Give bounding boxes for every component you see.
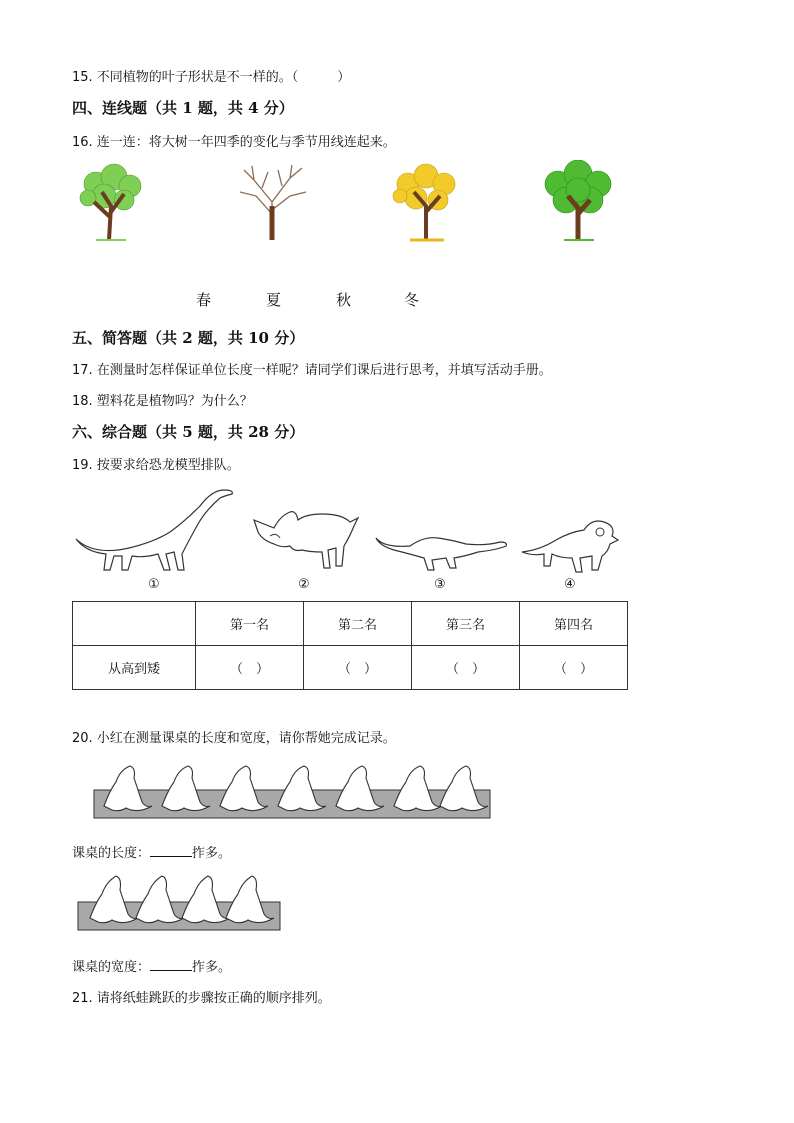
table-row: [73, 602, 628, 646]
season-summer: 夏: [266, 291, 282, 309]
section-6-title: 六、综合题（共 5 题，共 28 分）: [72, 423, 305, 441]
small-triceratops-icon: [520, 516, 620, 574]
ranking-table: [72, 601, 628, 690]
section-5-title: 五、简答题（共 2 题，共 10 分）: [72, 329, 305, 347]
table-header-cell: 第二名: [304, 602, 412, 646]
question-15: 15. 不同植物的叶子形状是不一样的。（ ）: [72, 70, 351, 85]
question-18: 18. 塑料花是植物吗？为什么？: [72, 394, 253, 409]
green-sparse-tree-icon: [74, 162, 146, 242]
desk-length-line: [72, 842, 231, 861]
table-header-cell: 第一名: [196, 602, 304, 646]
desk-width-unit: 拃多。: [192, 960, 232, 975]
triceratops-icon: [250, 506, 362, 574]
dino-label-1: ①: [148, 577, 160, 592]
table-row: [73, 646, 628, 690]
table-row-label: 从高到矮: [73, 646, 196, 690]
answer-cell[interactable]: （ ）: [520, 646, 628, 690]
desk-width-blank[interactable]: [150, 958, 192, 971]
dino-label-4: ④: [564, 577, 576, 592]
answer-cell[interactable]: （ ）: [304, 646, 412, 690]
answer-cell[interactable]: （ ）: [412, 646, 520, 690]
table-header-cell: 第三名: [412, 602, 520, 646]
dino-label-3: ③: [434, 577, 446, 592]
brachiosaurus-icon: [74, 484, 236, 572]
section-4-title: 四、连线题（共 1 题，共 4 分）: [72, 99, 294, 117]
low-long-dinosaur-icon: [374, 524, 510, 572]
bare-tree-icon: [232, 162, 312, 242]
desk-width-line: [72, 956, 231, 975]
desk-length-blank[interactable]: [150, 844, 192, 857]
season-spring: 春: [196, 291, 212, 309]
desk-width-label: 课桌的宽度：: [72, 960, 151, 975]
season-winter: 冬: [404, 291, 420, 309]
question-16: 16. 连一连：将大树一年四季的变化与季节用线连起来。: [72, 135, 396, 150]
season-autumn: 秋: [336, 291, 352, 309]
table-header-cell: 第四名: [520, 602, 628, 646]
dino-label-2: ②: [298, 577, 310, 592]
question-19: 19. 按要求给恐龙模型排队。: [72, 458, 240, 473]
table-header-cell: [73, 602, 196, 646]
lush-green-tree-icon: [538, 160, 618, 242]
answer-cell[interactable]: （ ）: [196, 646, 304, 690]
desk-length-label: 课桌的长度：: [72, 846, 151, 861]
question-21: 21. 请将纸蛙跳跃的步骤按正确的顺序排列。: [72, 991, 331, 1006]
question-20: 20. 小红在测量课桌的长度和宽度，请你帮她完成记录。: [72, 731, 396, 746]
desk-length-hand-spans-icon: [90, 760, 492, 820]
yellow-tree-icon: [386, 162, 466, 242]
question-17: 17. 在测量时怎样保证单位长度一样呢？请同学们课后进行思考，并填写活动手册。: [72, 363, 552, 378]
desk-width-hand-spans-icon: [76, 868, 284, 932]
desk-length-unit: 拃多。: [192, 846, 232, 861]
